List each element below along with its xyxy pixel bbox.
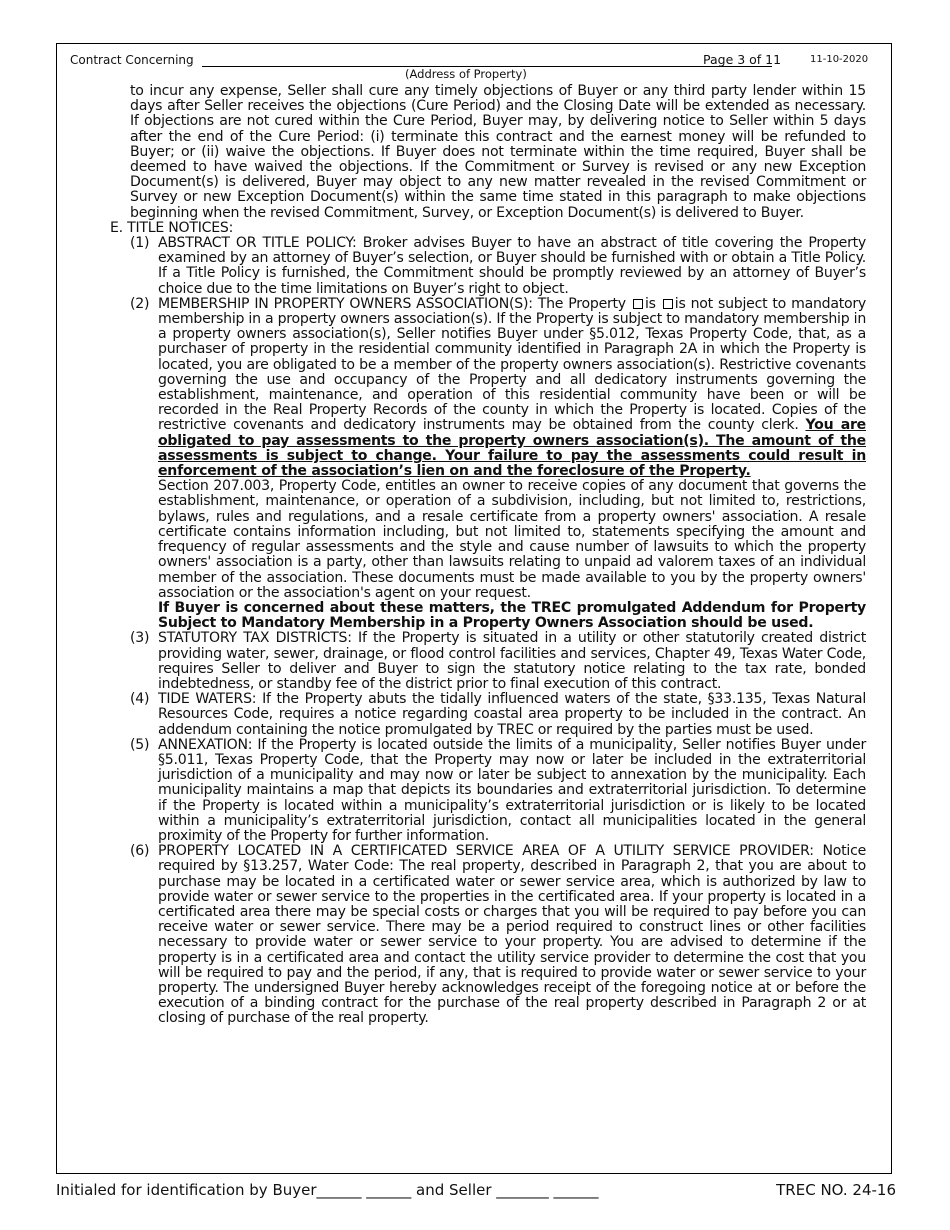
notice-annexation: [110, 738, 866, 844]
item-number: (2): [130, 295, 150, 312]
trec-number: TREC NO. 24-16: [776, 1181, 896, 1199]
notice-statutory-tax-districts: [110, 631, 866, 692]
is-option-label: is: [644, 295, 656, 312]
notice-certificated-service-area: [110, 844, 866, 1026]
is-not-option-label: is not: [674, 295, 713, 312]
page-header: [70, 52, 870, 82]
item-text: STATUTORY TAX DISTRICTS: If the Property is situated in a utility or other statutorily created district providing water, sewer, drainage, or flood control facilities and services, Chapter 49, Texas Water Code, requires Seller to deliver and Buyer to sign the statutory notice relating to the tax rate, bonded indebtedness, or standby fee of the district prior to final execution of this contract.: [158, 630, 866, 692]
item-number: (3): [130, 630, 150, 647]
assessment-warning: You are obligated to pay assessments to the property owners association(s). The amount of the assessments is subject to change. Your failure to pay the assessments could result in enforcement of the association’s lien on and the foreclosure of the Property.: [158, 417, 866, 480]
notice-tide-waters: [110, 692, 866, 738]
address-caption: (Address of Property): [405, 67, 527, 81]
form-date: 11-10-2020: [810, 54, 869, 65]
addendum-note: If Buyer is concerned about these matters, the TREC promulgated Addendum for Property Subject to Mandatory Membership in a Property Owners Association should be used.: [158, 599, 866, 632]
is-checkbox[interactable]: [633, 299, 643, 309]
document-body: [110, 84, 866, 1027]
item-number: (4): [130, 691, 150, 708]
poa-body-text: subject to mandatory membership in a property owners association(s). If the Property is subject to mandatory membership in a property owners association(s), Seller notifies Buyer under §5.012, Texas Property Code, that, as a purchaser of property in the residential community identified in Paragraph 2A in which the Property is located, you are obligated to be a member of the property owners association(s). Restrictive covenants governing the use and occupancy of the Property and all dedicatory instruments governing the establishment, maintenance, and operation of this residential community have been or will be recorded in the Real Property Records of the county in which the Property is located. Copies of the restrictive covenants and dedicatory instruments may be obtained from the county clerk.: [158, 295, 867, 434]
contract-concerning-label: Contract Concerning: [70, 53, 194, 67]
notice-abstract-title-policy: [110, 236, 866, 297]
poa-paragraph: [158, 297, 866, 479]
is-not-checkbox[interactable]: [663, 299, 673, 309]
section-e-heading: E. TITLE NOTICES:: [110, 219, 234, 236]
initials-line[interactable]: Initialed for identification by Buyer______ ______ and Seller _______ ______: [56, 1181, 599, 1199]
item-number: (6): [130, 843, 150, 860]
item-text: ANNEXATION: If the Property is located outside the limits of a municipality, Seller notifies Buyer under §5.011, Texas Property Code, that the Property may now or later be included in the extraterritorial jurisdiction of a municipality and may now or later be subject to annexation by the municipality. Each municipality maintains a map that depicts its boundaries and extraterritorial jurisdiction. To determine if the Property is located within a municipality’s extraterritorial jurisdiction or is likely to be located within a municipality’s extraterritorial jurisdiction, contact all municipalities located in the general proximity of the Property for further information.: [158, 736, 866, 844]
item-text: ABSTRACT OR TITLE POLICY: Broker advises Buyer to have an abstract of title covering the Property examined by an attorney of Buyer’s selection, or Buyer should be furnished with or obtain a Title Policy. If a Title Policy is furnished, the Commitment should be promptly reviewed by an attorney of Buyer’s choice due to the time limitations on Buyer’s right to object.: [158, 235, 866, 297]
poa-lead-text: MEMBERSHIP IN PROPERTY OWNERS ASSOCIATION(S): The Property: [158, 295, 626, 312]
item-text: TIDE WATERS: If the Property abuts the tidally influenced waters of the state, §33.135, Texas Natural Resources Code, requires a notice regarding coastal area property to be included in the contract. An addendum containing the notice promulgated by TREC or required by the parties must be used.: [158, 691, 866, 738]
cure-period-paragraph: to incur any expense, Seller shall cure any timely objections of Buyer or any third party lender within 15 days after Seller receives the objections (Cure Period) and the Closing Date will be extended as necessary. If objections are not cured within the Cure Period, Buyer may, by delivering notice to Seller within 5 days after the end of the Cure Period: (i) terminate this contract and the earnest money will be refunded to Buyer; or (ii) waive the objections. If Buyer does not terminate within the time required, Buyer shall be deemed to have waived the objections. If the Commitment or Survey is revised or any new Exception Document(s) is delivered, Buyer may object to any new matter revealed in the revised Commitment or Survey or new Exception Document(s) within the same time stated in this paragraph to make objections beginning when the revised Commitment, Survey, or Exception Document(s) is delivered to Buyer.: [130, 83, 866, 221]
item-text: PROPERTY LOCATED IN A CERTIFICATED SERVICE AREA OF A UTILITY SERVICE PROVIDER: Notice required by §13.257, Water Code: The real property, described in Paragraph 2, that you are about to purchase may be located in a certificated water or sewer service area, which is authorized by law to provide water or sewer service to the properties in the certificated area. If your property is located in a certificated area there may be special costs or charges that you will be required to pay before you can receive water or sewer service. There may be a period required to construct lines or other facilities necessary to provide water or sewer service to your property. You are advised to determine if the property is in a certificated area and contact the utility service provider to determine the cost that you will be required to pay and the period, if any, that is required to provide water or sewer service to your property. The undersigned Buyer hereby acknowledges receipt of the foregoing notice at or before the execution of a binding contract for the purchase of the real property described in Paragraph 2 or at closing of purchase of the real property.: [158, 843, 866, 1027]
item-number: (1): [130, 235, 150, 252]
page-number: Page 3 of 11: [703, 52, 782, 67]
page-footer: [56, 1181, 896, 1203]
item-number: (5): [130, 736, 150, 753]
section-207-text: Section 207.003, Property Code, entitles an owner to receive copies of any document that governs the establishment, maintenance, or operation of a subdivision, including, but not limited to, restrictions, bylaws, rules and regulations, and a resale certificate from a property owners' association. A resale certificate contains information including, but not limited to, statements specifying the amount and frequency of regular assessments and the style and cause number of lawsuits to which the property owners' association is a party, other than lawsuits relating to unpaid ad valorem taxes of an individual member of the association. These documents must be made available to you by the property owners' association or the association's agent on your request.: [158, 478, 866, 601]
notice-property-owners-association: [110, 297, 866, 631]
